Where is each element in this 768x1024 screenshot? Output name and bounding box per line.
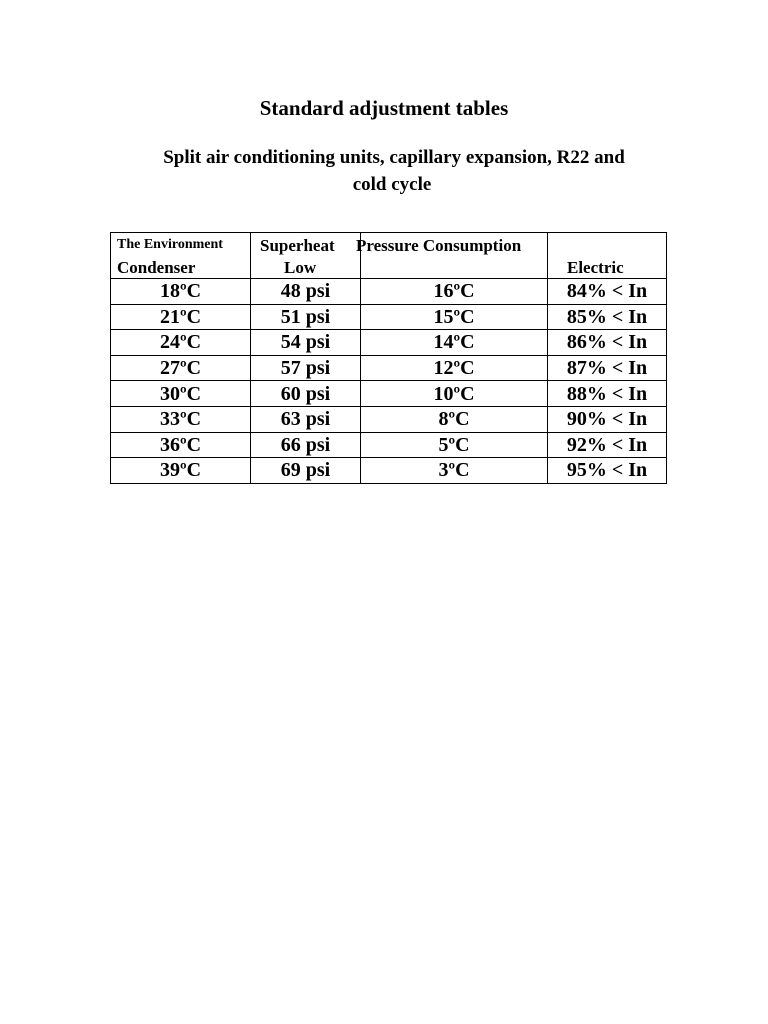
cell-superheat-temp: 15ºC [361,304,548,330]
table-row [111,304,667,330]
cell-low-pressure: 54 psi [251,330,361,356]
cell-condenser-temp: 21ºC [111,304,251,330]
cell-condenser-temp: 24ºC [111,330,251,356]
cell-electric-consumption: 95% < In [548,458,667,484]
cell-low-pressure: 69 psi [251,458,361,484]
table-row [111,330,667,356]
cell-superheat-temp: 14ºC [361,330,548,356]
document-title: Standard adjustment tables [259,96,509,120]
cell-electric-consumption: 92% < In [548,432,667,458]
adjustment-table [110,232,667,484]
cell-electric-consumption: 88% < In [548,381,667,407]
table-row [111,381,667,407]
cell-condenser-temp: 33ºC [111,406,251,432]
header-cell-electric [548,233,667,279]
cell-superheat-temp: 12ºC [361,355,548,381]
header-condenser-label: Condenser [117,258,196,277]
cell-electric-consumption: 84% < In [548,279,667,305]
header-low-label: Low [284,258,317,277]
cell-low-pressure: 66 psi [251,432,361,458]
document-subtitle-line2: cold cycle [352,174,432,195]
cell-electric-consumption: 87% < In [548,355,667,381]
cell-electric-consumption: 85% < In [548,304,667,330]
header-cell-pressure-consumption [356,233,548,279]
header-cell-environment-condenser [111,233,251,279]
table-row [111,432,667,458]
table-row [111,355,667,381]
cell-superheat-temp: 10ºC [361,381,548,407]
cell-condenser-temp: 27ºC [111,355,251,381]
document-subtitle-line1: Split air conditioning units, capillary expansion, R22 and [163,147,625,168]
cell-superheat-temp: 5ºC [361,432,548,458]
cell-condenser-temp: 39ºC [111,458,251,484]
cell-low-pressure: 57 psi [251,355,361,381]
cell-superheat-temp: 3ºC [361,458,548,484]
cell-condenser-temp: 30ºC [111,381,251,407]
cell-condenser-temp: 18ºC [111,279,251,305]
cell-superheat-temp: 16ºC [361,279,548,305]
header-superheat-label: Superheat [260,236,335,255]
cell-electric-consumption: 86% < In [548,330,667,356]
table-header-row [111,233,667,279]
header-electric-label: Electric [567,258,624,277]
cell-electric-consumption: 90% < In [548,406,667,432]
cell-condenser-temp: 36ºC [111,432,251,458]
header-cell-superheat-low [251,233,361,279]
cell-low-pressure: 48 psi [251,279,361,305]
table-row [111,279,667,305]
cell-superheat-temp: 8ºC [361,406,548,432]
table-row [111,406,667,432]
header-pressure-consumption-label: Pressure Consumption [356,236,522,255]
header-environment-label: The Environment [117,237,223,252]
cell-low-pressure: 63 psi [251,406,361,432]
cell-low-pressure: 60 psi [251,381,361,407]
cell-low-pressure: 51 psi [251,304,361,330]
table-row [111,458,667,484]
